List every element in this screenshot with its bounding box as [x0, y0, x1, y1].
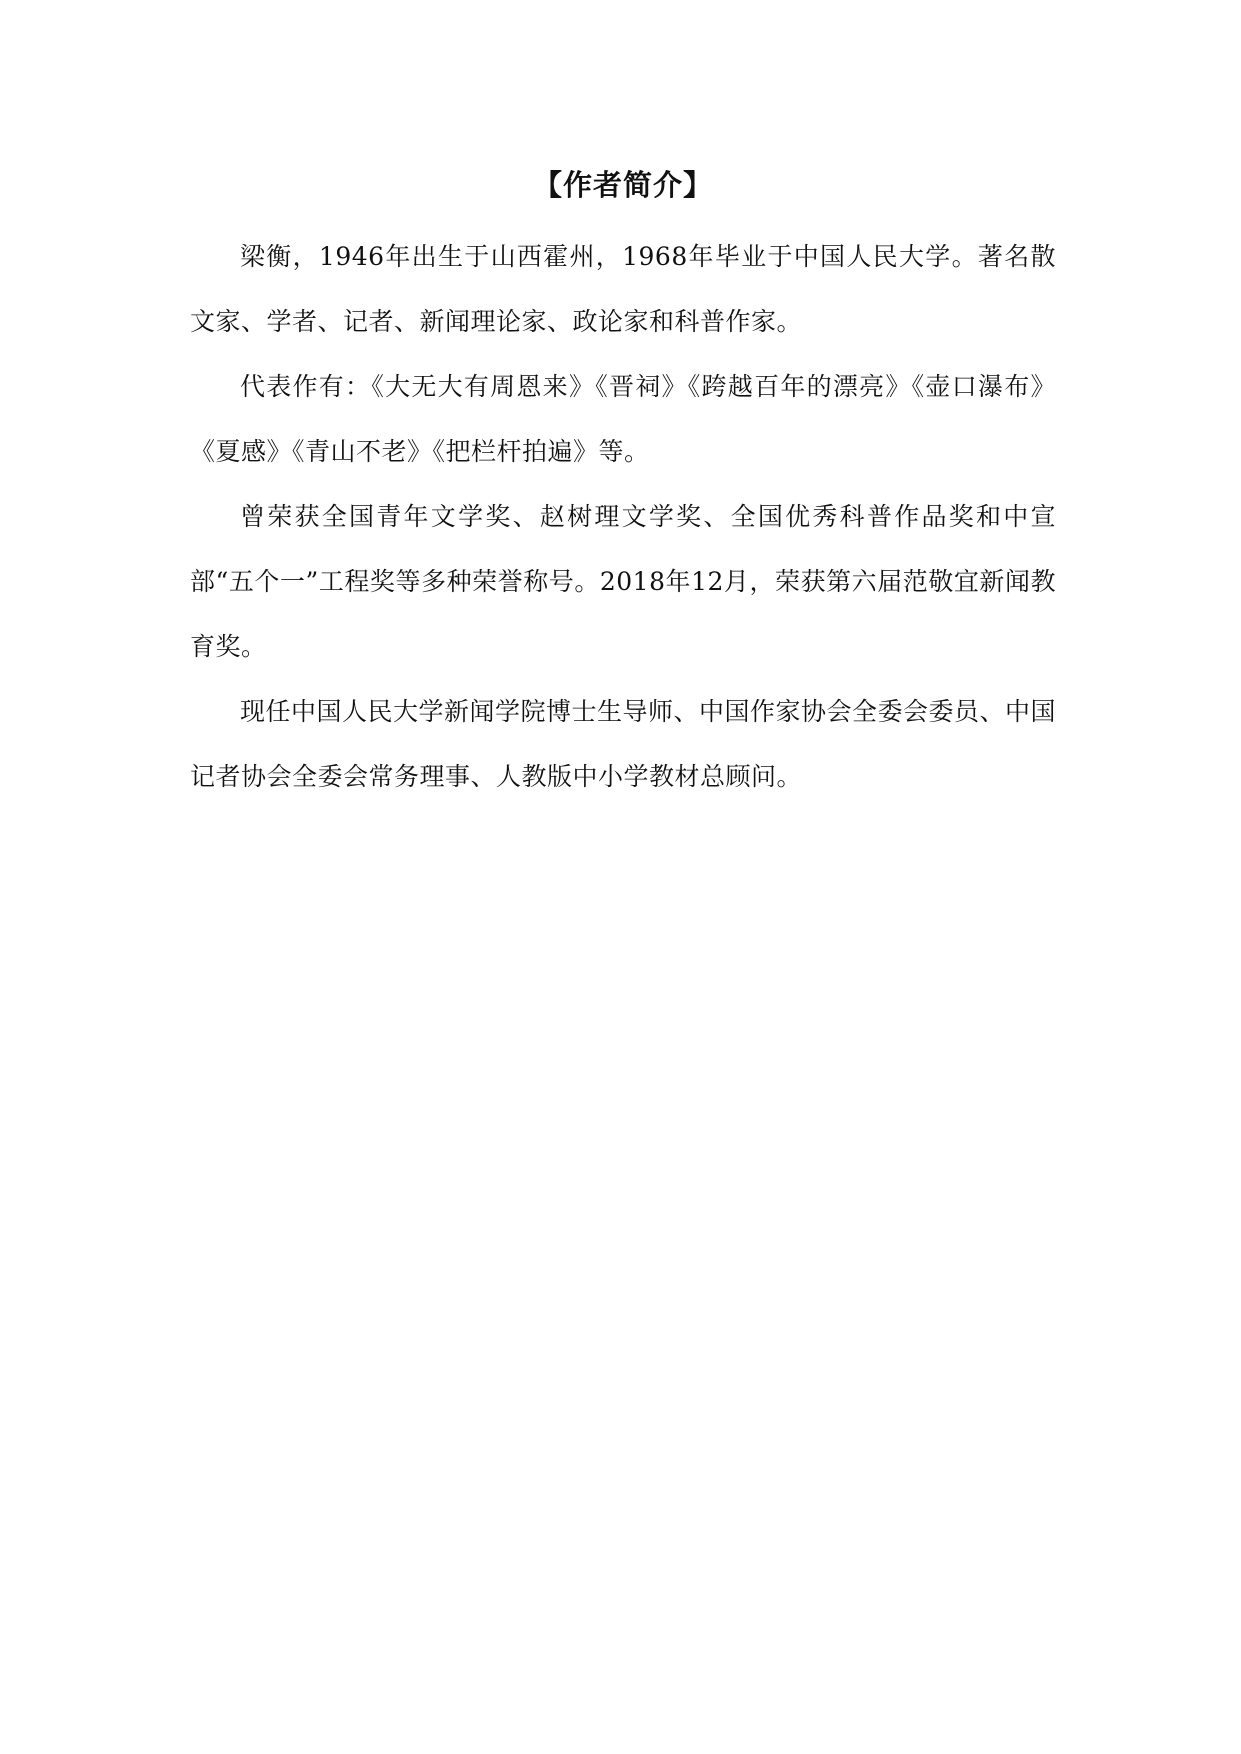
paragraph-biography: 梁衡，1946年出生于山西霍州，1968年毕业于中国人民大学。著名散文家、学者、记者、新闻理论家、政论家和科普作家。: [190, 242, 1056, 336]
paragraph-representative-works: 代表作有：《大无大有周恩来》《晋祠》《跨越百年的漂亮》《壶口瀑布》《夏感》《青山不老》《把栏杆拍遍》等。: [190, 372, 1056, 466]
paragraph-awards: 曾荣获全国青年文学奖、赵树理文学奖、全国优秀科普作品奖和中宣部“五个一”工程奖等多种荣誉称号。2018年12月，荣获第六届范敬宜新闻教育奖。: [190, 502, 1056, 661]
page-title: 【作者简介】: [532, 168, 713, 202]
document-body: [190, 160, 1056, 809]
paragraph-current-positions: 现任中国人民大学新闻学院博士生导师、中国作家协会全委会委员、中国记者协会全委会常务理事、人教版中小学教材总顾问。: [190, 697, 1057, 791]
